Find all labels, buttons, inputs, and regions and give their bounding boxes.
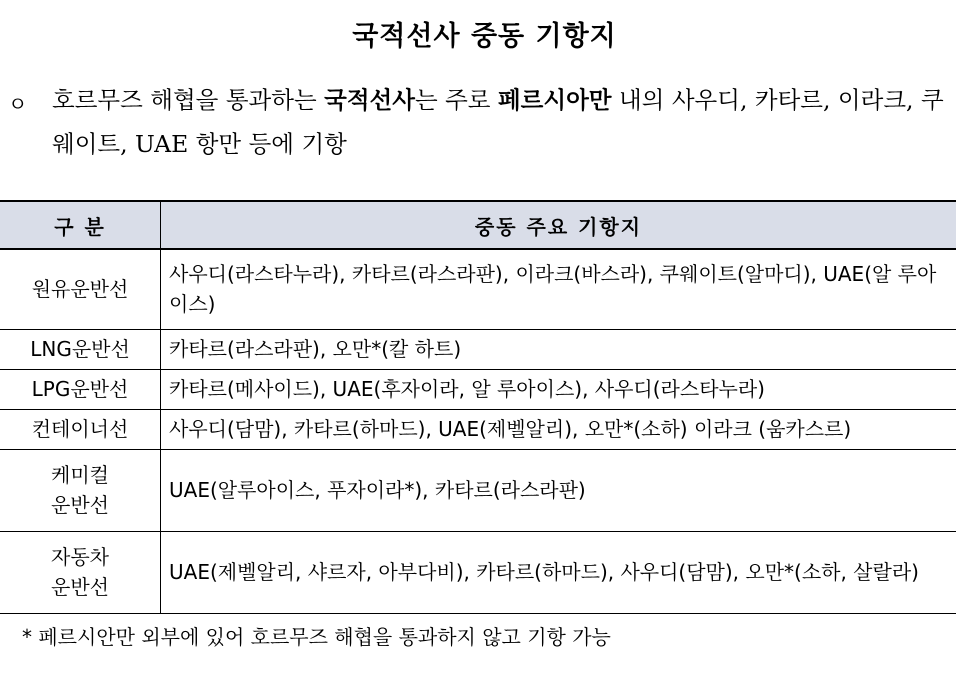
row-destinations: 사우디(담맘), 카타르(하마드), UAE(제벨알리), 오만*(소하) 이라크 (움카스르) [161, 409, 957, 449]
row-type: LPG운반선 [0, 369, 161, 409]
header-type: 구 분 [0, 201, 161, 249]
header-destinations: 중동 주요 기항지 [161, 201, 957, 249]
page-title: 국적선사 중동 기항지 [352, 21, 617, 52]
summary-text [52, 78, 963, 166]
summary-part-1: 호르무즈 해협을 통과하는 [52, 86, 325, 114]
summary-part-3: 내의 사우디, 카타르, 이라크, 쿠웨이트, UAE 항만 등에 기항 [52, 86, 944, 158]
table-row [0, 449, 956, 531]
row-type: 컨테이너선 [0, 409, 161, 449]
table-row [0, 369, 956, 409]
port-table [0, 200, 956, 614]
row-destinations: 카타르(라스라판), 오만*(칼 하트) [161, 329, 957, 369]
summary-part-2: 는 주로 [414, 86, 498, 114]
table-row [0, 329, 956, 369]
table-row [0, 531, 956, 613]
row-destinations: UAE(알루아이스, 푸자이라*), 카타르(라스라판) [161, 449, 957, 531]
summary-bold-carriers: 국적선사 [324, 86, 415, 114]
row-destinations: 카타르(메사이드), UAE(후자이라, 알 루아이스), 사우디(라스타누라) [161, 369, 957, 409]
row-destinations: 사우디(라스타누라), 카타르(라스라판), 이라크(바스라), 쿠웨이트(알마디), UAE(알 루아이스) [161, 249, 957, 329]
summary-bold-gulf: 페르시아만 [497, 86, 612, 114]
row-type-line-2: 운반선 [51, 493, 109, 517]
summary-bullet [8, 78, 963, 166]
footnote: * 페르시안만 외부에 있어 호르무즈 해협을 통과하지 않고 기항 가능 [22, 625, 611, 649]
row-type: 원유운반선 [0, 249, 161, 329]
row-type-line-1: 케미컬 [51, 463, 109, 487]
row-type-line-1: 자동차 [51, 545, 109, 569]
row-destinations: UAE(제벨알리, 샤르자, 아부다비), 카타르(하마드), 사우디(담맘), 오만*(소하, 살랄라) [161, 531, 957, 613]
table-row [0, 409, 956, 449]
table-header-row [0, 201, 956, 249]
row-type [0, 449, 161, 531]
row-type-line-2: 운반선 [51, 575, 109, 599]
bullet-marker: ㅇ [8, 92, 28, 116]
row-type: LNG운반선 [0, 329, 161, 369]
table-row [0, 249, 956, 329]
row-type [0, 531, 161, 613]
